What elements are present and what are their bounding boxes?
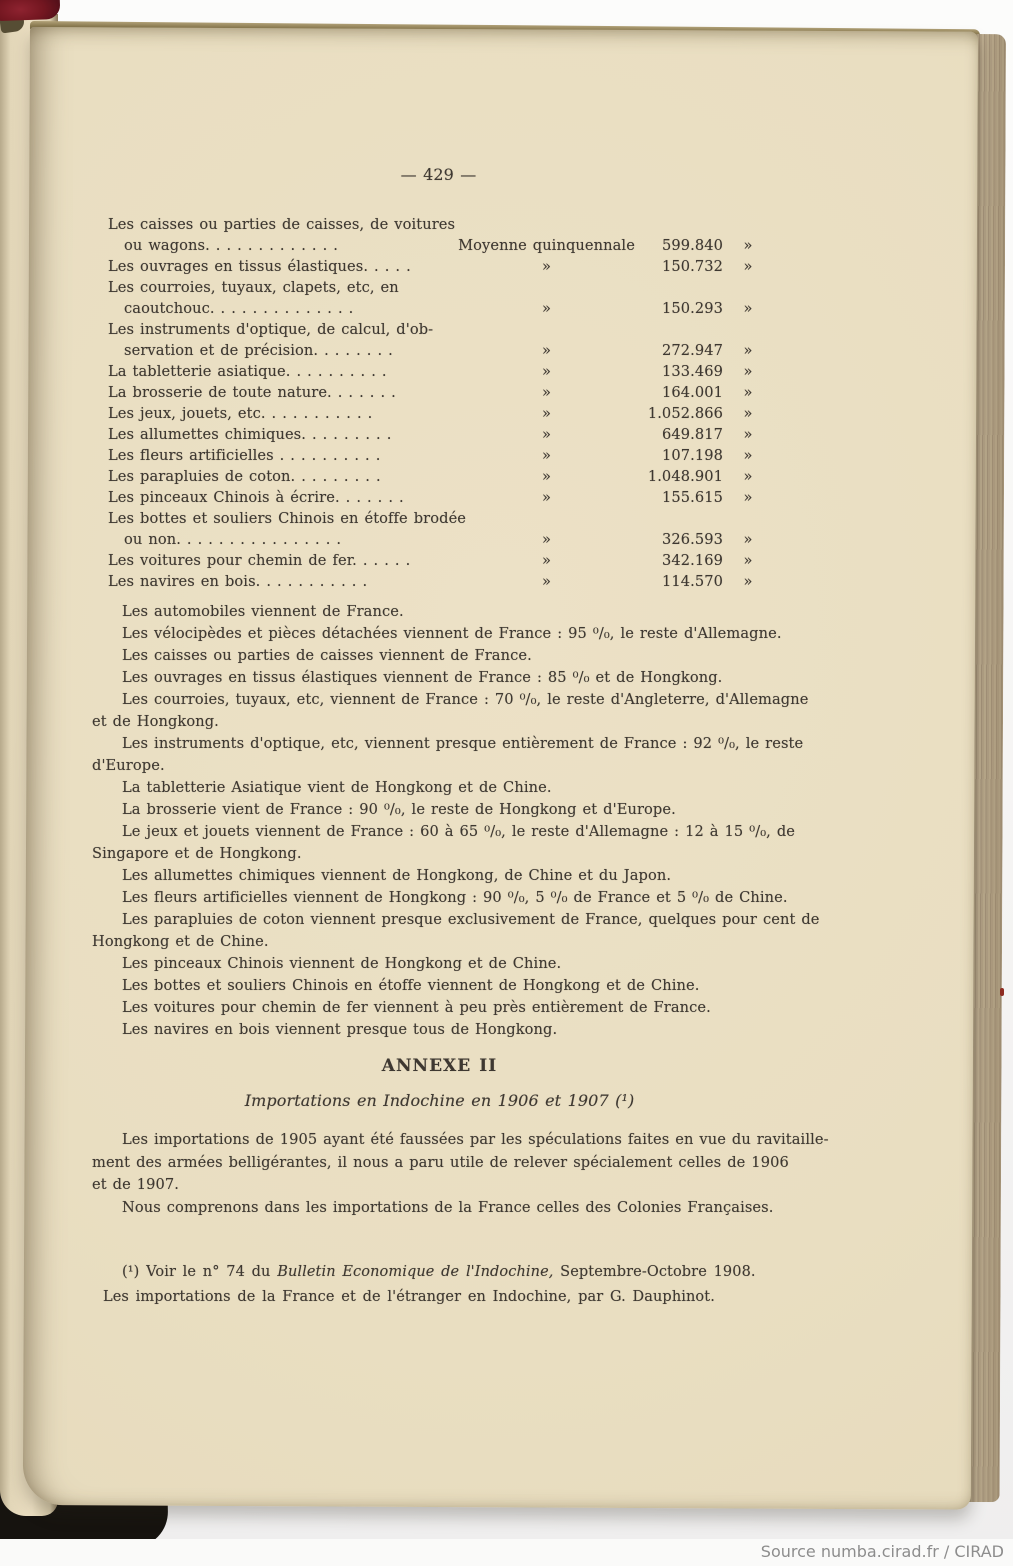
row-value: 1.048.901: [647, 468, 723, 485]
row-label-line-1: Les parapluies de coton. . . . . . . . .: [108, 468, 381, 485]
paragraph-line-3: et de 1907.: [92, 1176, 180, 1193]
paragraph-line-2: d'Europe.: [92, 757, 165, 774]
paragraph: [105, 865, 802, 887]
row-average-column: »: [541, 573, 552, 590]
row-average-column: »: [541, 342, 552, 359]
paragraph-line-2: Hongkong et de Chine.: [92, 933, 269, 950]
row-value: 150.293: [661, 300, 723, 317]
row-value: 164.001: [661, 384, 723, 401]
row-average-column: »: [541, 300, 552, 317]
paragraph: [105, 623, 802, 645]
row-item-label: [105, 508, 467, 550]
paragraph: [105, 953, 802, 975]
row-value: 107.198: [661, 447, 723, 464]
table-row: [105, 277, 802, 319]
paragraph-line-1: Les voitures pour chemin de fer viennent à peu près entièrement de France.: [122, 999, 711, 1016]
row-item-label: [105, 319, 455, 361]
row-repeat-mark: »: [743, 384, 753, 401]
red-headband: [0, 0, 60, 21]
paragraph-line-1: Les pinceaux Chinois viennent de Hongkong et de Chine.: [122, 955, 562, 972]
footnote-text-pre: (¹) Voir le n° 74 du: [122, 1264, 278, 1280]
origin-paragraphs: [92, 601, 820, 1041]
row-item-label: [105, 571, 455, 592]
row-label-line-1: Les fleurs artificielles . . . . . . . . . .: [108, 447, 381, 464]
row-item-label: [105, 424, 455, 445]
table-row: [105, 466, 802, 487]
row-average-column: Moyenne quinquennale: [458, 237, 635, 254]
table-row: [105, 508, 802, 550]
row-label-line-2: ou wagons. . . . . . . . . . . . .: [124, 237, 339, 254]
paragraph-line-1: Les bottes et souliers Chinois en étoffe viennent de Hongkong et de Chine.: [122, 977, 700, 994]
paragraph: [105, 887, 802, 909]
row-repeat-mark: »: [743, 405, 753, 422]
row-item-label: [105, 361, 455, 382]
table-row: [105, 487, 802, 508]
paragraph: [92, 1129, 829, 1197]
paragraph-line-1: Le jeux et jouets viennent de France : 60 à 65 ⁰/₀, le reste d'Allemagne : 12 à 15 ⁰/₀, de: [122, 823, 796, 840]
annexe-paragraphs: [92, 1129, 829, 1219]
row-label-line-1: La brosserie de toute nature. . . . . . .: [108, 384, 396, 401]
row-repeat-mark: »: [743, 573, 753, 590]
table-row: [105, 319, 802, 361]
row-value: 155.615: [661, 489, 723, 506]
row-item-label: [105, 466, 455, 487]
row-repeat-mark: »: [743, 447, 753, 464]
row-label-line-1: Les voitures pour chemin de fer. . . . . .: [108, 552, 411, 569]
row-item-label: [105, 487, 455, 508]
row-label-line-1: Les ouvrages en tissus élastiques. . . . .: [108, 258, 411, 275]
row-label-line-1: Les bottes et souliers Chinois en étoffe brodée: [108, 510, 467, 527]
row-repeat-mark: »: [743, 363, 753, 380]
paragraph-line-1: Les automobiles viennent de France.: [122, 603, 404, 620]
row-repeat-mark: »: [743, 342, 753, 359]
row-label-line-1: Les caisses ou parties de caisses, de voitures: [108, 216, 456, 233]
row-average-column: »: [541, 552, 552, 569]
row-item-label: [105, 277, 455, 319]
table-row: [105, 214, 802, 256]
paragraph-line-1: Nous comprenons dans les importations de la France celles des Colonies Françaises.: [122, 1198, 774, 1216]
paragraph-line-1: Les vélocipèdes et pièces détachées viennent de France : 95 ⁰/₀, le reste d'Allemagne.: [122, 625, 782, 642]
paragraph: [105, 777, 802, 799]
paragraph-line-2: ment des armées belligérantes, il nous a paru utile de relever spécialement celles de 1906: [92, 1153, 789, 1171]
paragraph: [105, 645, 802, 667]
row-average-column: »: [541, 447, 552, 464]
row-label-line-2: caoutchouc. . . . . . . . . . . . . .: [124, 300, 354, 317]
paragraph-line-1: Les ouvrages en tissus élastiques viennent de France : 85 ⁰/₀ et de Hongkong.: [122, 669, 723, 686]
row-repeat-mark: »: [743, 468, 753, 485]
table-row: [105, 361, 802, 382]
footnote-line-1: [105, 1260, 802, 1285]
paragraph-line-2: Singapore et de Hongkong.: [92, 845, 302, 862]
row-average-column: »: [541, 468, 552, 485]
row-value: 1.052.866: [647, 405, 723, 422]
row-repeat-mark: »: [743, 300, 753, 317]
footnote-work-title: Bulletin Economique de l'Indochine,: [277, 1264, 554, 1280]
row-repeat-mark: »: [743, 531, 753, 548]
row-average-column: »: [541, 405, 552, 422]
row-label-line-2: ou non. . . . . . . . . . . . . . . .: [124, 531, 342, 548]
paragraph-line-1: Les parapluies de coton viennent presque exclusivement de France, quelques pour cent de: [122, 911, 820, 928]
annexe-subtitle: Importations en Indochine en 1906 et 1907 (¹): [244, 1091, 635, 1110]
annexe-heading: ANNEXE II: [381, 1056, 498, 1076]
printed-page-content: [92, 165, 829, 1310]
row-item-label: [105, 382, 455, 403]
row-label-line-1: Les courroies, tuyaux, clapets, etc, en: [108, 279, 399, 296]
paragraph-line-1: Les allumettes chimiques viennent de Hongkong, de Chine et du Japon.: [122, 867, 672, 884]
paragraph-line-1: Les instruments d'optique, etc, viennent presque entièrement de France : 92 ⁰/₀, le reste: [122, 735, 804, 752]
footnote: [105, 1260, 802, 1310]
row-item-label: [105, 445, 455, 466]
import-values-table: [105, 214, 802, 592]
row-label-line-1: Les allumettes chimiques. . . . . . . . .: [108, 426, 392, 443]
row-value: 114.570: [661, 573, 723, 590]
paragraph: [92, 909, 820, 953]
row-value: 150.732: [661, 258, 723, 275]
row-label-line-1: Les navires en bois. . . . . . . . . . .: [108, 573, 368, 590]
red-ink-speck: [1000, 988, 1004, 996]
row-item-label: [105, 256, 455, 277]
table-row: [105, 424, 802, 445]
source-attribution: Source numba.cirad.fr / CIRAD: [0, 1539, 1013, 1566]
row-average-column: »: [541, 363, 552, 380]
row-item-label: [105, 403, 455, 424]
row-value: 326.593: [661, 531, 723, 548]
row-repeat-mark: »: [743, 258, 753, 275]
row-item-label: [105, 214, 455, 256]
table-row: [105, 256, 802, 277]
paragraph: [105, 601, 802, 623]
paragraph: [105, 1197, 802, 1220]
paragraph: [105, 997, 802, 1019]
row-label-line-1: Les instruments d'optique, de calcul, d'ob-: [108, 321, 434, 338]
paragraph: [105, 1019, 802, 1041]
row-repeat-mark: »: [743, 426, 753, 443]
paragraph-line-2: et de Hongkong.: [92, 713, 219, 730]
table-row: [105, 382, 802, 403]
row-average-column: »: [541, 531, 552, 548]
paragraph-line-1: La brosserie vient de France : 90 ⁰/₀, le reste de Hongkong et d'Europe.: [122, 801, 676, 818]
paragraph: [92, 733, 804, 777]
row-average-column: »: [541, 258, 552, 275]
row-repeat-mark: »: [743, 489, 753, 506]
paragraph-line-1: Les courroies, tuyaux, etc, viennent de France : 70 ⁰/₀, le reste d'Angleterre, d'Allemagne: [122, 691, 809, 708]
table-row: [105, 445, 802, 466]
paragraph-line-1: La tabletterie Asiatique vient de Hongkong et de Chine.: [122, 779, 552, 796]
paragraph-line-1: Les importations de 1905 ayant été faussées par les spéculations faites en vue du ravitaille-: [122, 1131, 829, 1148]
row-average-column: »: [541, 384, 552, 401]
row-average-column: »: [541, 489, 552, 506]
row-item-label: [105, 550, 455, 571]
row-value: 649.817: [661, 426, 723, 443]
row-label-line-1: Les jeux, jouets, etc. . . . . . . . . . .: [108, 405, 373, 422]
row-value: 599.840: [661, 237, 723, 254]
row-label-line-1: Les pinceaux Chinois à écrire. . . . . . .: [108, 489, 404, 506]
paragraph-line-1: Les fleurs artificielles viennent de Hongkong : 90 ⁰/₀, 5 ⁰/₀ de France et 5 ⁰/₀ de Chine.: [122, 889, 788, 906]
paragraph-line-1: Les caisses ou parties de caisses viennent de France.: [122, 647, 532, 664]
row-average-column: »: [541, 426, 552, 443]
row-value: 133.469: [661, 363, 723, 380]
footnote-line-2: Les importations de la France et de l'étranger en Indochine, par G. Dauphinot.: [103, 1289, 715, 1305]
row-repeat-mark: »: [743, 552, 753, 569]
table-row: [105, 550, 802, 571]
paragraph: [105, 975, 802, 997]
row-label-line-1: La tabletterie asiatique. . . . . . . . . .: [108, 363, 387, 380]
paragraph-line-1: Les navires en bois viennent presque tous de Hongkong.: [122, 1021, 558, 1038]
paragraph: [92, 821, 802, 865]
table-row: [105, 571, 802, 592]
page-number: — 429 —: [400, 165, 477, 184]
row-repeat-mark: »: [743, 237, 753, 254]
paragraph: [105, 799, 802, 821]
table-row: [105, 403, 802, 424]
row-value: 272.947: [661, 342, 723, 359]
paragraph: [105, 667, 802, 689]
footnote-text-post: Septembre-Octobre 1908.: [553, 1264, 756, 1280]
row-label-line-2: servation et de précision. . . . . . . .: [124, 342, 393, 359]
row-value: 342.169: [661, 552, 723, 569]
paragraph: [92, 689, 809, 733]
